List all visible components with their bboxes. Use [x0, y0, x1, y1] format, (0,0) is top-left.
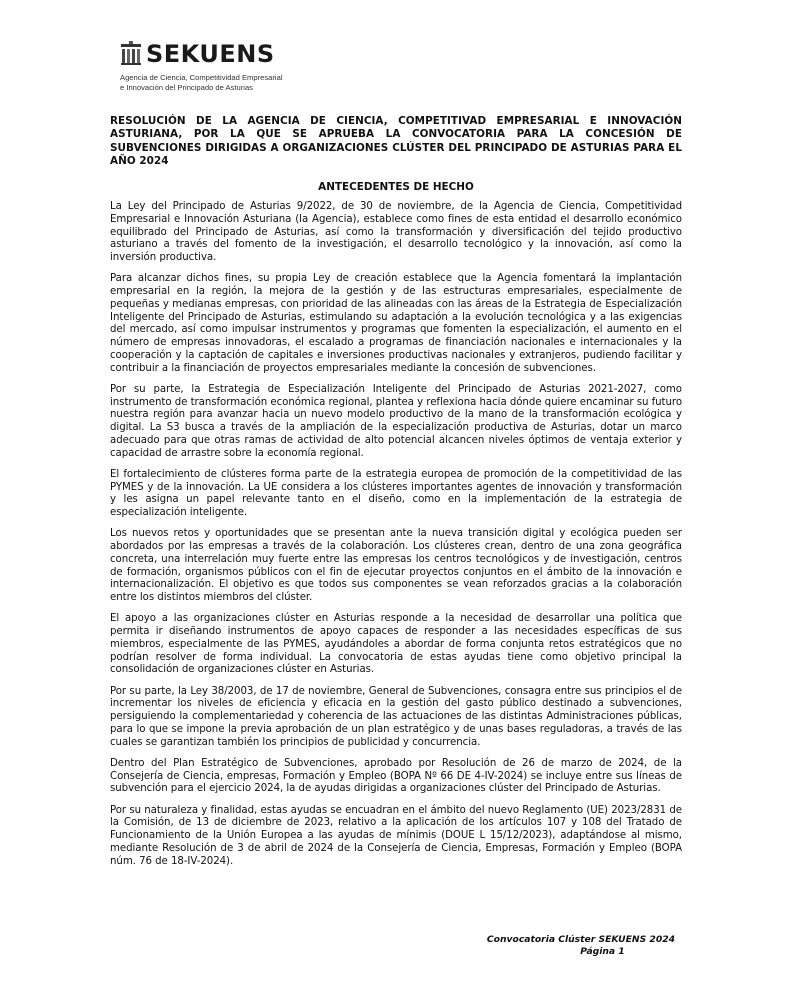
section-heading: ANTECEDENTES DE HECHO: [318, 181, 474, 193]
paragraph: El apoyo a las organizaciones clúster en Asturias responde a la necesidad de desarrollar una política que permita ir diseñando instrumentos de apoyo capaces de responder a las necesidades específicas de sus miembros, especialmente de las PYMES, ayudándoles a abordar de forma conjunta retos estratégicos que no podrían resolver de forma individual. La convocatoria de estas ayudas tiene como objetivo principal la consolidación de organizaciones clúster en Asturias.: [110, 613, 682, 676]
paragraph: Por su parte, la Estrategia de Especialización Inteligente del Principado de Asturias 2021-2027, como instrumento de transformación económica regional, plantea y reflexiona hacia dónde quiere encaminar su futuro nuestra región para avanzar hacia un nuevo modelo productivo de la mano de la transformación ecológica y digital. La S3 busca a través de la ampliación de la especialización productiva de Asturias, dotar un marco adecuado para que otras ramas de actividad de alto potencial alcancen niveles óptimos de ventaja exterior y capacidad de arrastre sobre la economía regional.: [110, 383, 682, 459]
agency-name-line-2: e Innovación del Principado de Asturias: [120, 82, 253, 92]
paragraph: Los nuevos retos y oportunidades que se presentan ante la nueva transición digital y ecológica pueden ser abordados por las empresas a través de la colaboración. Los clústeres crean, dentro de una zona geográfica concreta, una interrelación muy fuerte entre las empresas los centros tecnológicos y de investigación, centros de formación, organismos públicos con el fin de ejecutar proyectos conjuntos en el ámbito de la innovación e internacionalización. El objetivo es que todos sus componentes se vean reforzados gracias a la colaboración entre los distintos miembros del clúster.: [110, 528, 682, 603]
footer-document-name: Convocatoria Clúster SEKUENS 2024: [486, 934, 675, 945]
asturias-emblem-icon: [120, 41, 142, 67]
paragraph: Por su parte, la Ley 38/2003, de 17 de noviembre, General de Subvenciones, consagra entre sus principios el de incrementar los niveles de eficiencia y eficacia en la gestión del gasto público destinado a subvenciones, persiguiendo la complementariedad y coherencia de las actuaciones de las distintas Administraciones públicas, para lo que se impone la previa aprobación de un plan estratégico y de unas bases reguladoras, a través de las cuales se garantizan también los principios de publicidad y concurrencia.: [110, 685, 682, 748]
agency-name: [120, 73, 283, 92]
paragraph: Por su naturaleza y finalidad, estas ayudas se encuadran en el ámbito del nuevo Reglamento (UE) 2023/2831 de la Comisión, de 13 de diciembre de 2023, relativo a la aplicación de los artículos 107 y 108 del Tratado de Funcionamiento de la Unión Europea a las ayudas de mínimis (DOUE L 15/12/2023), adaptándose al mismo, mediante Resolución de 3 de abril de 2024 de la Consejería de Ciencia, Empresas, Formación y Empleo (BOPA núm. 76 de 18-IV-2024).: [110, 804, 682, 867]
paragraph: Dentro del Plan Estratégico de Subvenciones, aprobado por Resolución de 26 de marzo de 2024, de la Consejería de Ciencia, empresas, Formación y Empleo (BOPA Nº 66 DE 4-IV-2024) se incluye entre sus líneas de subvención para el ejercicio 2024, la de ayudas dirigidas a organizaciones clúster del Principado de Asturias.: [110, 757, 682, 795]
document-title: RESOLUCIÓN DE LA AGENCIA DE CIENCIA, COMPETITIVAD EMPRESARIAL E INNOVACIÓN ASTURIANA, POR LA QUE SE APRUEBA LA CONVOCATORIA PARA LA CONCESIÓN DE SUBVENCIONES DIRIGIDAS A ORGANIZACIONES CLÚSTER DEL PRINCIPADO DE ASTURIAS PARA EL AÑO 2024: [110, 115, 682, 167]
page-footer: [440, 934, 675, 958]
logo-wordmark: SEKUENS: [146, 40, 275, 68]
document-body: [110, 201, 682, 877]
paragraph: Para alcanzar dichos fines, su propia Ley de creación establece que la Agencia fomentará la implantación empresarial en la región, la mejora de la gestión y de las estructuras empresariales, especialmente de pequeñas y medianas empresas, con prioridad de las alineadas con las áreas de la Estrategia de Especialización Inteligente del Principado de Asturias, estimulando su adaptación a la evolución tecnológica y a las exigencias del mercado, así como impulsar instrumentos y programas que fomenten la especialización, el aumento en el número de empresas innovadoras, el escalado a programas de financiación nacionales e internacionales y la cooperación y la captación de capitales e inversiones productivas nacionales y extranjeros, pudiendo facilitar y contribuir a la financiación de proyectos empresariales mediante la concesión de subvenciones.: [110, 273, 682, 374]
paragraph: La Ley del Principado de Asturias 9/2022, de 30 de noviembre, de la Agencia de Ciencia, Competitividad Empresarial e Innovación Asturiana (la Agencia), establece como fines de esta entidad el desarrollo económico equilibrado del Principado de Asturias, así como la transformación y diversificación del tejido productivo asturiano a través del fomento de la investigación, el desarrollo tecnológico y la innovación, así como la inversión productiva.: [110, 201, 682, 263]
agency-name-line-1: Agencia de Ciencia, Competitividad Empresarial: [120, 73, 283, 82]
paragraph: El fortalecimiento de clústeres forma parte de la estrategia europea de promoción de la competitividad de las PYMES y de la innovación. La UE considera a los clústeres importantes agentes de innovación y transformación y les asigna un papel relevante tanto en el diseño, como en la implementación de la estrategia de especialización inteligente.: [110, 468, 682, 518]
footer-page-number: Página 1: [580, 946, 625, 957]
